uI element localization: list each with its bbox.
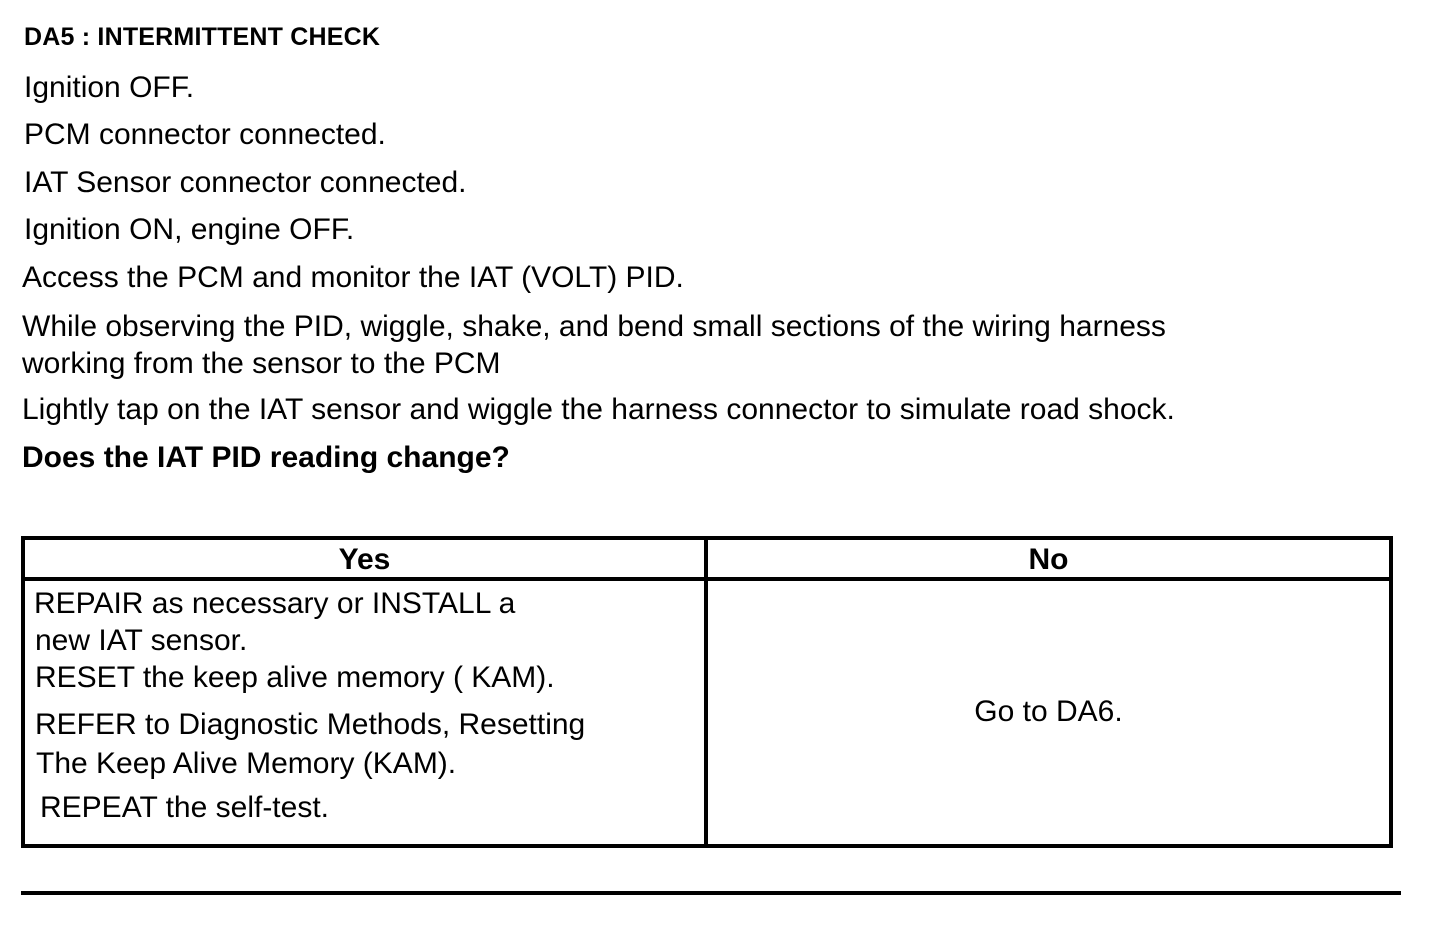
yes-line: new IAT sensor. [35, 624, 248, 657]
bottom-divider [21, 891, 1401, 895]
step-pcm-connector: PCM connector connected. [24, 118, 386, 151]
column-divider [704, 540, 708, 844]
result-table [21, 536, 1393, 848]
yes-line: RESET the keep alive memory ( KAM). [35, 661, 555, 694]
no-result: Go to DA6. [974, 695, 1123, 728]
step-wiggle-harness-cont: working from the sensor to the PCM [22, 347, 501, 380]
step-tap-sensor: Lightly tap on the IAT sensor and wiggle the harness connector to simulate road shock. [22, 393, 1175, 426]
step-wiggle-harness: While observing the PID, wiggle, shake, and bend small sections of the wiring harness [22, 310, 1166, 343]
header-no: No [1028, 543, 1069, 576]
step-ignition-off: Ignition OFF. [24, 71, 195, 104]
step-iat-connector: IAT Sensor connector connected. [24, 166, 467, 199]
step-access-pcm: Access the PCM and monitor the IAT (VOLT) PID. [22, 261, 684, 294]
header-yes: Yes [338, 543, 391, 576]
yes-line: REPEAT the self-test. [40, 791, 329, 824]
yes-line: REPAIR as necessary or INSTALL a [34, 587, 516, 620]
step-ignition-on: Ignition ON, engine OFF. [24, 213, 355, 246]
yes-line: The Keep Alive Memory (KAM). [36, 747, 457, 780]
yes-line: REFER to Diagnostic Methods, Resetting [35, 708, 586, 741]
question: Does the IAT PID reading change? [22, 441, 510, 474]
section-title: DA5 : INTERMITTENT CHECK [24, 23, 381, 51]
